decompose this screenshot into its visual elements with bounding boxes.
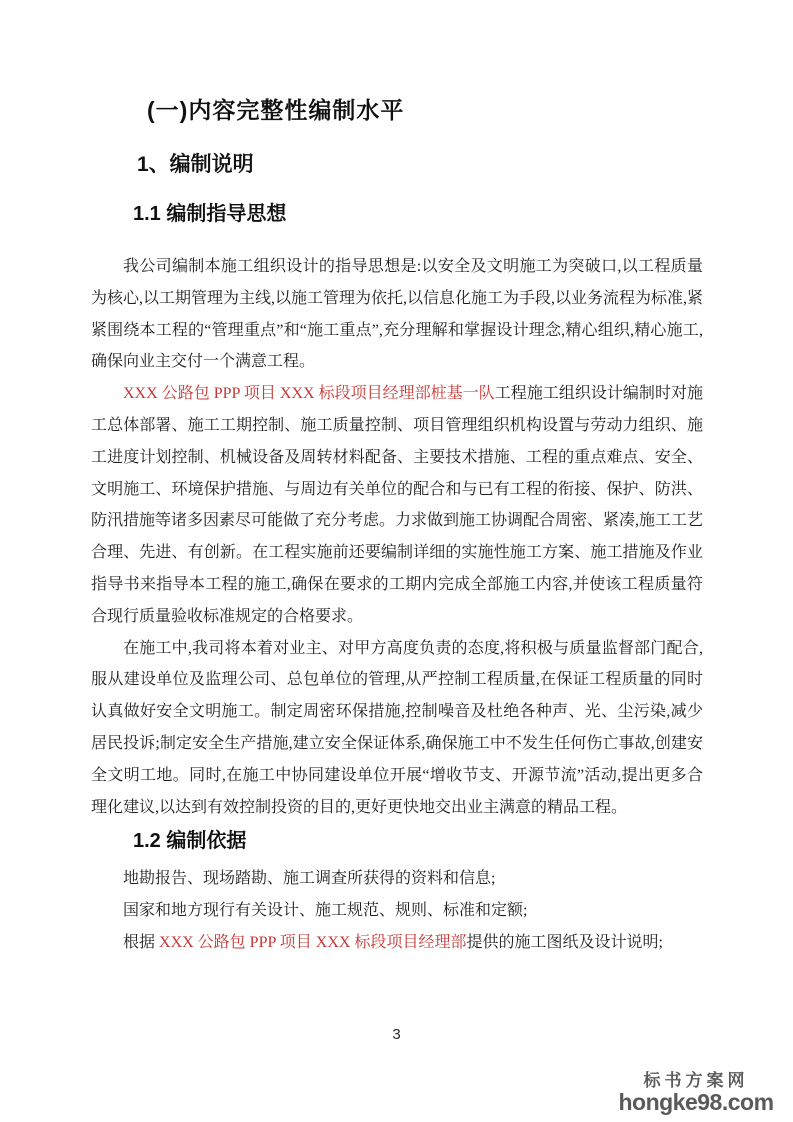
page-title: (一)内容完整性编制水平: [147, 97, 405, 123]
basis-item-1: [91, 863, 703, 895]
text-segment: 根据: [123, 933, 160, 951]
watermark-site-name: 标书方案网: [643, 1071, 749, 1091]
text-segment: 在施工中,我司将本着对业主、对甲方高度负责的态度,将积极与质量监督部门配合,服从建设单位及监理公司、总包单位的管理,从严控制工程质量,在保证工程质量的同时认真做好安全文明施工。制定周密环保措施,控制噪音及杜绝各种声、光、尘污染,减少居民投诉;制定安全生产措施,建立安全保证体系,确保施工中不发生任何伤亡事故,创建安全文明工地。同时,在施工中协同建设单位开展“增收节支、开源节流”活动,提出更多合理化建议,以达到有效控制投资的目的,更好更快地交出业主满意的精品工程。: [91, 639, 703, 816]
basis-item-2: [91, 895, 703, 927]
text-segment: 提供的施工图纸及设计说明;: [466, 933, 663, 951]
highlighted-text: XXX 公路包 PPP 项目 XXX 标段项目经理部: [159, 933, 467, 951]
text-segment: 地勘报告、现场踏勘、施工调查所获得的资料和信息;: [123, 870, 496, 888]
body-paragraph-guiding-thought-3: [91, 633, 703, 824]
body-paragraph-guiding-thought-2: [91, 378, 703, 632]
body-paragraph-guiding-thought-1: [91, 251, 703, 378]
text-segment: 我公司编制本施工组织设计的指导思想是:以安全及文明施工为突破口,以工程质量为核心,以工期管理为主线,以施工管理为依托,以信息化施工为手段,以业务流程为标准,紧紧围绕本工程的“管理重点”和“施工重点”,充分理解和掌握设计理念,精心组织,精心施工,确保向业主交付一个满意工程。: [91, 258, 704, 371]
watermark: [611, 1072, 781, 1114]
watermark-site-url: hongke98.com: [618, 1088, 774, 1115]
section-heading-1-2: 1.2 编制依据: [133, 830, 247, 853]
basis-item-3: [91, 927, 703, 959]
section-heading-1-1: 1.1 编制指导思想: [133, 203, 287, 225]
text-segment: 国家和地方现行有关设计、施工规范、规则、标准和定额;: [123, 902, 528, 920]
text-segment: 工程施工组织设计编制时对施工总体部署、施工工期控制、施工质量控制、项目管理组织机构设置与劳动力组织、施工进度计划控制、机械设备及周转材料配备、主要技术措施、工程的重点难点、安全、文明施工、环境保护措施、与周边有关单位的配合和与已有工程的衔接、保护、防洪、防汛措施等诸多因素尽可能做了充分考虑。力求做到施工协调配合周密、紧凑,施工工艺合理、先进、有创新。在工程实施前还要编制详细的实施性施工方案、施工措施及作业指导书来指导本工程的施工,确保在要求的工期内完成全部施工内容,并使该工程质量符合现行质量验收标准规定的合格要求。: [91, 385, 704, 625]
document-body: [91, 0, 703, 959]
highlighted-text: XXX 公路包 PPP 项目 XXX 标段项目经理部桩基一队: [123, 385, 495, 403]
section-heading-1: 1、编制说明: [137, 153, 254, 176]
page-number: 3: [392, 1026, 401, 1043]
